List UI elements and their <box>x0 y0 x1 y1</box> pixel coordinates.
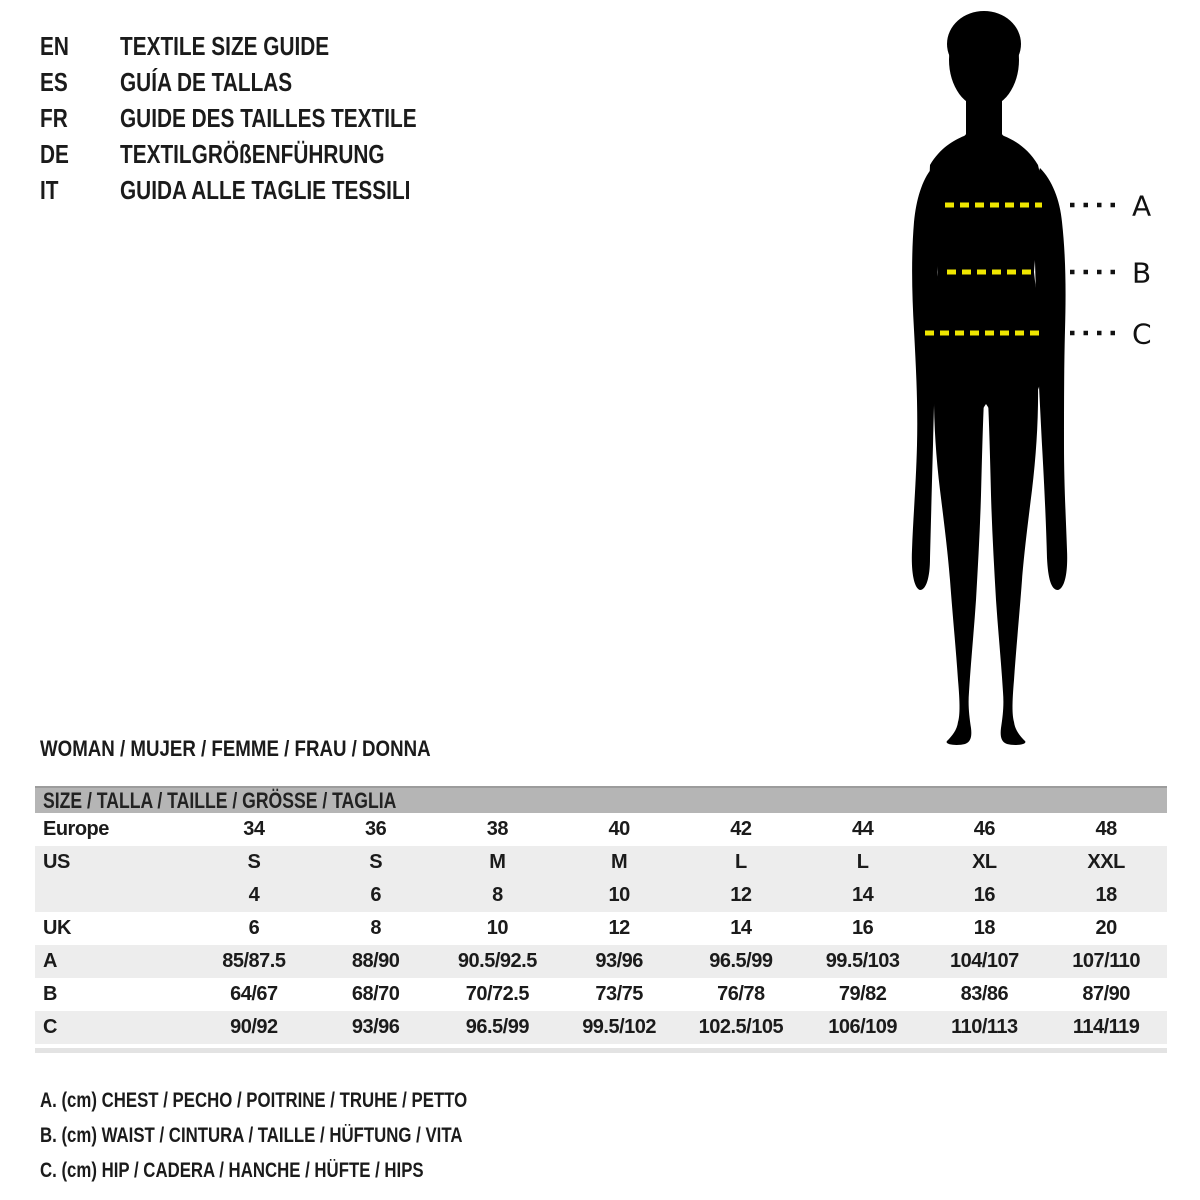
table-row-us-numeric <box>35 879 1167 912</box>
measurement-figure <box>890 0 1160 760</box>
language-code: IT <box>40 175 59 205</box>
size-cell: 6 <box>370 884 381 906</box>
size-cell: 99.5/102 <box>582 1016 657 1038</box>
size-cell: 44 <box>852 818 874 840</box>
row-label: A <box>43 950 57 972</box>
row-label <box>35 879 193 912</box>
language-title: TEXTILE SIZE GUIDE <box>120 31 330 61</box>
size-cell: 10 <box>486 917 508 939</box>
size-cell: 20 <box>1095 917 1117 939</box>
size-cell: S <box>247 851 261 873</box>
row-label: US <box>43 851 70 873</box>
size-cell: 114/119 <box>1072 1016 1140 1038</box>
legend-hip: C. (cm) HIP / CADERA / HANCHE / HÜFTE / HIPS <box>40 1159 424 1182</box>
size-cell: 40 <box>608 818 630 840</box>
table-row-uk <box>35 912 1167 945</box>
size-cell: 48 <box>1095 818 1117 840</box>
measurement-legend <box>40 1083 574 1188</box>
language-title: GUIDA ALLE TAGLIE TESSILI <box>120 175 411 205</box>
row-label: C <box>43 1016 57 1038</box>
section-title-woman: WOMAN / MUJER / FEMME / FRAU / DONNA <box>40 736 431 761</box>
table-bottom-rule <box>35 1048 1167 1053</box>
size-cell: 73/75 <box>595 983 643 1005</box>
table-row-europe <box>35 813 1167 846</box>
size-cell: 96.5/99 <box>709 950 773 972</box>
size-cell: L <box>735 851 747 873</box>
size-cell: 70/72.5 <box>465 983 529 1005</box>
size-cell: 110/113 <box>951 1016 1018 1038</box>
size-cell: 14 <box>730 917 752 939</box>
size-cell: 64/67 <box>230 983 278 1005</box>
size-cell: 90/92 <box>230 1016 278 1038</box>
legend-waist: B. (cm) WAIST / CINTURA / TAILLE / HÜFTUNG / VITA <box>40 1124 463 1147</box>
row-label: UK <box>43 917 71 939</box>
size-cell: 79/82 <box>838 983 887 1005</box>
row-label: B <box>43 983 57 1005</box>
size-cell: 8 <box>370 917 381 939</box>
size-cell: XXL <box>1087 851 1125 873</box>
size-cell: 36 <box>365 818 387 840</box>
size-cell: 83/86 <box>960 983 1009 1005</box>
language-code: FR <box>40 103 68 133</box>
size-cell: M <box>611 851 628 873</box>
size-table-header <box>35 786 1167 813</box>
hip-label: C <box>1132 317 1152 351</box>
size-cell: 8 <box>492 884 503 906</box>
language-title: GUIDE DES TAILLES TEXTILE <box>120 103 417 133</box>
size-cell: 34 <box>243 818 265 840</box>
row-label: Europe <box>43 818 109 840</box>
size-cell: 42 <box>730 818 752 840</box>
woman-silhouette <box>912 11 1067 745</box>
table-row-us <box>35 846 1167 879</box>
table-row-waist-b <box>35 978 1167 1011</box>
size-cell: 38 <box>486 818 508 840</box>
size-cell: 104/107 <box>949 950 1019 972</box>
size-cell: 16 <box>852 917 874 939</box>
size-cell: S <box>369 851 383 873</box>
size-cell: 88/90 <box>351 950 400 972</box>
size-cell: XL <box>972 851 997 873</box>
size-cell: M <box>489 851 506 873</box>
size-cell: 18 <box>973 917 995 939</box>
waist-label: B <box>1132 256 1152 290</box>
size-cell: 46 <box>973 818 995 840</box>
language-title: TEXTILGRÖßENFÜHRUNG <box>120 139 385 169</box>
size-cell: 18 <box>1095 884 1117 906</box>
size-cell: 93/96 <box>595 950 643 972</box>
size-table <box>35 786 1167 1044</box>
chest-label: A <box>1132 189 1152 223</box>
size-cell: 99.5/103 <box>825 950 900 972</box>
language-code: ES <box>40 67 68 97</box>
language-title: GUÍA DE TALLAS <box>120 67 293 97</box>
size-cell: 12 <box>608 917 630 939</box>
size-cell: 85/87.5 <box>222 950 286 972</box>
size-cell: 106/109 <box>828 1016 898 1038</box>
table-row-hip-c <box>35 1011 1167 1044</box>
size-cell: 102.5/105 <box>698 1016 784 1038</box>
size-cell: 6 <box>248 917 260 939</box>
size-cell: 12 <box>730 884 752 906</box>
size-table-header-label: SIZE / TALLA / TAILLE / GRÖSSE / TAGLIA <box>43 788 397 813</box>
size-cell: 4 <box>248 884 260 906</box>
size-cell: 16 <box>973 884 995 906</box>
size-cell: 10 <box>608 884 630 906</box>
table-row-chest-a <box>35 945 1167 978</box>
size-cell: 68/70 <box>351 983 400 1005</box>
language-code: EN <box>40 31 69 61</box>
size-cell: 90.5/92.5 <box>457 950 537 972</box>
language-code: DE <box>40 139 69 169</box>
size-cell: 107/110 <box>1072 950 1140 972</box>
size-cell: 87/90 <box>1082 983 1130 1005</box>
size-cell: 96.5/99 <box>465 1016 529 1038</box>
legend-chest: A. (cm) CHEST / PECHO / POITRINE / TRUHE / PETTO <box>40 1089 468 1112</box>
size-cell: 76/78 <box>717 983 765 1005</box>
size-cell: L <box>856 851 869 873</box>
size-cell: 93/96 <box>351 1016 400 1038</box>
size-cell: 14 <box>852 884 874 906</box>
